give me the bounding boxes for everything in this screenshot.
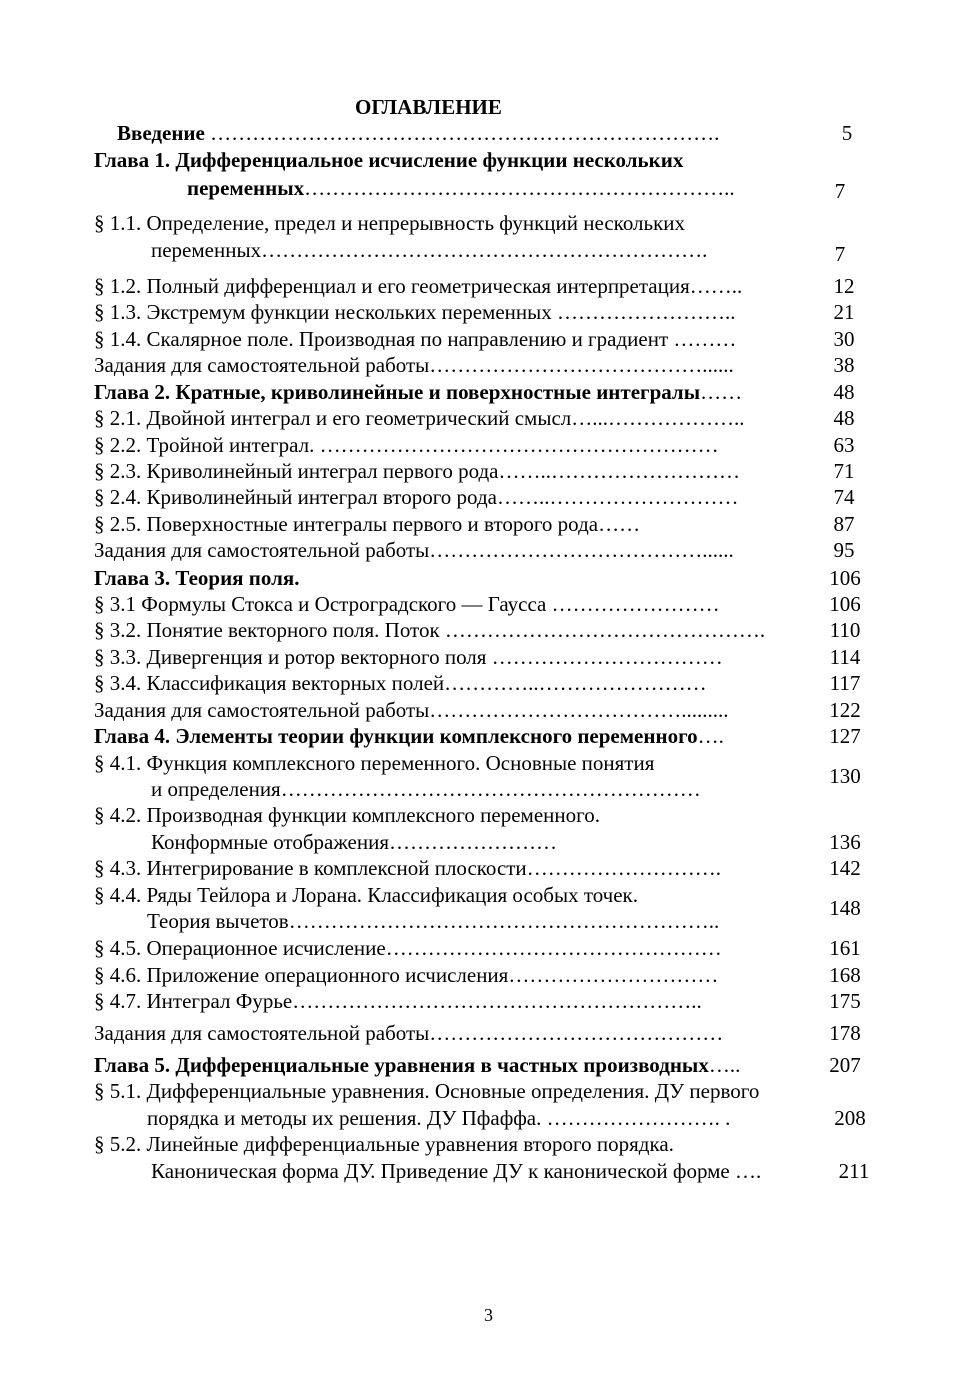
toc-entry-4-4[interactable]: § 4.4. Ряды Тейлора и Лорана. Классификация особых точек. [94, 883, 639, 907]
leader-dots: ………………………… [508, 963, 719, 987]
leader-dots: ……… [668, 327, 737, 351]
toc-entry-5-2-cont: Каноническая форма ДУ. Приведение ДУ к канонической форме …. [151, 1159, 762, 1183]
toc-entry-1-2[interactable]: § 1.2. Полный дифференциал и его геометрическая интерпретация…….. [94, 274, 743, 298]
toc-entry-5-1[interactable]: § 5.1. Дифференциальные уравнения. Основные определения. ДУ первого [94, 1079, 760, 1103]
toc-entry-4-2-cont: Конформные отображения…………………… [151, 830, 558, 854]
page-ref: 136 [829, 830, 861, 854]
page-ref: 106 [829, 592, 861, 616]
page-ref: 21 [833, 300, 855, 324]
page-ref: 208 [834, 1106, 866, 1130]
page-ref: 87 [833, 512, 855, 536]
toc-entry-2-3[interactable]: § 2.3. Криволинейный интеграл первого рода……..……………………… [94, 459, 740, 483]
toc-entry-exercises-1[interactable]: Задания для самостоятельной работы…………………………………...... [94, 353, 734, 377]
entry-label: переменных [151, 238, 262, 262]
page-ref: 7 [834, 242, 846, 266]
leader-dots: …………………………………………………… [280, 777, 701, 801]
page-number: 3 [484, 1305, 493, 1325]
toc-entry-1-4[interactable]: § 1.4. Скалярное поле. Производная по направлению и градиент ……… [94, 327, 737, 351]
leader-dots: …………………….. [551, 300, 736, 324]
page-ref: 48 [833, 406, 855, 430]
toc-entry-3-1[interactable]: § 3.1 Формулы Стокса и Остроградского — Гаусса …………………… [94, 592, 720, 616]
toc-entry-chapter-1[interactable]: Глава 1. Дифференциальное исчисление функции нескольких [94, 148, 684, 172]
toc-entry-1-1[interactable]: § 1.1. Определение, предел и непрерывность функций нескольких [94, 211, 686, 235]
leader-dots: ………………………………………… [385, 936, 722, 960]
toc-entry-3-3[interactable]: § 3.3. Дивергенция и ротор векторного поля …………………………… [94, 645, 723, 669]
page-ref: 95 [833, 538, 855, 562]
page-ref: 130 [829, 764, 861, 788]
toc-entry-exercises-4[interactable]: Задания для самостоятельной работы…………………………………… [94, 1021, 724, 1045]
toc-entry-chapter-1-cont [187, 175, 735, 201]
leader-dots: …. [697, 724, 724, 748]
toc-entry-2-5[interactable]: § 2.5. Поверхностные интегралы первого и второго рода…… [94, 512, 641, 536]
toc-entry-4-5[interactable]: § 4.5. Операционное исчисление………………………………………… [94, 936, 722, 960]
leader-dots: ………………………………………………………………. [204, 121, 720, 145]
toc-entry-3-2[interactable]: § 3.2. Понятие векторного поля. Поток ………………………………………. [94, 618, 766, 642]
toc-entry-exercises-3[interactable]: Задания для самостоятельной работы………………………………......... [94, 698, 729, 722]
leader-dots: …………………………………………………….. [304, 176, 735, 200]
leader-dots: …… [598, 512, 641, 536]
toc-entry-chapter-4[interactable]: Глава 4. Элементы теории функции комплексного переменного…. [94, 724, 724, 748]
leader-dots: ………………………………………………… [314, 433, 719, 457]
leader-dots: ….. [708, 1053, 741, 1077]
toc-entry-5-2[interactable]: § 5.2. Линейные дифференциальные уравнения второго порядка. [94, 1132, 674, 1156]
page-ref: 74 [833, 485, 855, 509]
page-ref: 178 [829, 1021, 861, 1045]
page-ref: 175 [829, 989, 861, 1013]
page-ref: 110 [829, 618, 861, 642]
leader-dots: …………………… [389, 830, 558, 854]
leader-dots: …...……………….. [571, 406, 745, 430]
page-ref: 30 [833, 327, 855, 351]
toc-entry-4-1[interactable]: § 4.1. Функция комплексного переменного. Основные понятия [94, 751, 655, 775]
toc-entry-5-1-cont: порядка и методы их решения. ДУ Пфаффа. ……………………. . [147, 1106, 731, 1130]
page-ref: 122 [829, 698, 861, 722]
page-ref: 161 [829, 936, 861, 960]
page-ref: 48 [833, 380, 855, 404]
toc-entry-exercises-2[interactable]: Задания для самостоятельной работы…………………………………...... [94, 538, 734, 562]
toc-title: ОГЛАВЛЕНИЕ [355, 95, 502, 119]
toc-entry-1-3[interactable]: § 1.3. Экстремум функции нескольких переменных …………………….. [94, 300, 736, 324]
toc-entry-4-1-cont: и определения…………………………………………………… [151, 777, 701, 801]
leader-dots: …………………………………...... [429, 538, 734, 562]
page-ref: 71 [833, 459, 855, 483]
page-ref: 211 [838, 1159, 870, 1183]
toc-entry-2-2[interactable]: § 2.2. Тройной интеграл. ………………………………………………… [94, 433, 719, 457]
toc-entry-1-1-cont [151, 237, 707, 263]
toc-entry-4-4-cont: Теория вычетов…………………………………………………….. [147, 909, 720, 933]
page-ref: 148 [829, 896, 861, 920]
toc-entry-4-3[interactable]: § 4.3. Интегрирование в комплексной плоскости………………………. [94, 856, 721, 880]
toc-entry-4-6[interactable]: § 4.6. Приложение операционного исчисления………………………… [94, 963, 719, 987]
page-ref: 38 [833, 353, 855, 377]
leader-dots: …………………… [546, 592, 720, 616]
leader-dots: ……..……………………… [498, 459, 740, 483]
page-ref: 207 [829, 1053, 861, 1077]
entry-label: Введение [117, 121, 205, 145]
leader-dots: …… [700, 380, 743, 404]
leader-dots: …………………………………………………….. [288, 909, 720, 933]
toc-entry-chapter-5[interactable]: Глава 5. Дифференциальные уравнения в частных производных….. [94, 1053, 741, 1077]
toc-entry-4-2[interactable]: § 4.2. Производная функции комплексного переменного. [94, 803, 600, 827]
page-ref: 114 [829, 645, 861, 669]
page-ref: 12 [833, 274, 855, 298]
leader-dots: ………………………………………………………. [261, 238, 708, 262]
entry-label: переменных [187, 176, 305, 200]
toc-entry-4-7[interactable]: § 4.7. Интеграл Фурье………………………………………………….. [94, 989, 702, 1013]
toc-entry-chapter-2[interactable]: Глава 2. Кратные, криволинейные и поверхностные интегралы…… [94, 380, 743, 404]
page-ref: 106 [829, 566, 861, 590]
page-ref: 127 [829, 724, 861, 748]
leader-dots: ………………………………………………….. [292, 989, 702, 1013]
leader-dots: …………………………………… [429, 1021, 724, 1045]
page-ref: 142 [829, 856, 861, 880]
toc-entry-intro[interactable] [117, 120, 719, 146]
leader-dots: …………………………… [486, 645, 723, 669]
toc-entry-2-4[interactable]: § 2.4. Криволинейный интеграл второго рода……..……………………… [94, 485, 739, 509]
leader-dots: …………..…………………… [444, 671, 707, 695]
leader-dots: ………………………………......... [429, 698, 729, 722]
leader-dots: …………………………………...... [429, 353, 734, 377]
leader-dots: ………………………. [526, 856, 721, 880]
leader-dots: …….. [689, 274, 743, 298]
page-ref: 117 [829, 671, 861, 695]
page-ref: 5 [841, 121, 853, 145]
page-ref: 7 [834, 179, 846, 203]
toc-entry-2-1[interactable]: § 2.1. Двойной интеграл и его геометрический смысл…...……………….. [94, 406, 745, 430]
leader-dots: ……..……………………… [496, 485, 739, 509]
page-ref: 63 [833, 433, 855, 457]
toc-entry-3-4[interactable]: § 3.4. Классификация векторных полей…………..…………………… [94, 671, 707, 695]
toc-entry-chapter-3[interactable]: Глава 3. Теория поля. [94, 566, 300, 590]
leader-dots: ………………………………………. [439, 618, 766, 642]
page-ref: 168 [829, 963, 861, 987]
